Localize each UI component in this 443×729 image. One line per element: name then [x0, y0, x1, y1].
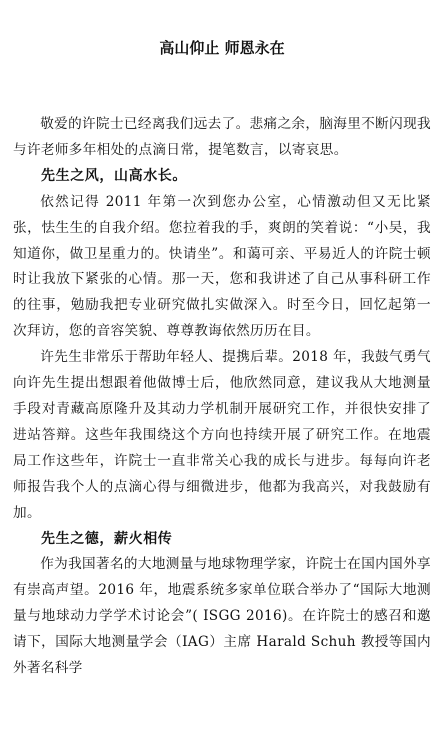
section-heading-1: 先生之风，山高水长。	[41, 167, 187, 184]
article-title: 高山仰止 师恩永在	[159, 39, 285, 57]
intro-paragraph: 敬爱的许院士已经离我们远去了。悲痛之余，脑海里不断闪现我与许老师多年相处的点滴日常，提笔数言，以寄哀思。	[13, 116, 431, 158]
article-body	[13, 112, 431, 682]
section-heading-2: 先生之德，薪火相传	[41, 530, 173, 547]
section1-paragraph-1: 依然记得 2011 年第一次到您办公室，心情激动但又无比紧张，怯生生的自我介绍。您拉着我的手，爽朗的笑着说：“小吴，我知道你，做卫星重力的。快请坐”。和蔼可亲、平易近人的许院士顿时让我放下紧张的心情。那一天，您和我讲述了自己从事科研工作的往事，勉励我把专业研究做扎实做深入。时至今日，回忆起第一次拜访，您的音容笑貌、尊尊教诲依然历历在目。	[13, 193, 431, 340]
section2-paragraph-1: 作为我国著名的大地测量与地球物理学家，许院士在国内国外享有崇高声望。2016 年，地震系统多家单位联合举办了“国际大地测量与地球动力学学术讨论会”( ISGG 2016)。在许院士的感召和邀请下，国际大地测量学会（IAG）主席 Harald Schuh 教授等国内外著名科学	[13, 556, 431, 677]
section1-paragraph-2: 许先生非常乐于帮助年轻人、提携后辈。2018 年，我鼓气勇气向许先生提出想跟着他做博士后，他欣然同意，建议我从大地测量手段对青藏高原隆升及其动力学机制开展研究工作，并很快安排了进站答辩。这些年我围绕这个方向也持续开展了研究工作。在地震局工作这些年，许院士一直非常关心我的成长与进步。每每向许老师报告我个人的点滴心得与细微进步，他都为我高兴，对我鼓励有加。	[13, 349, 431, 521]
